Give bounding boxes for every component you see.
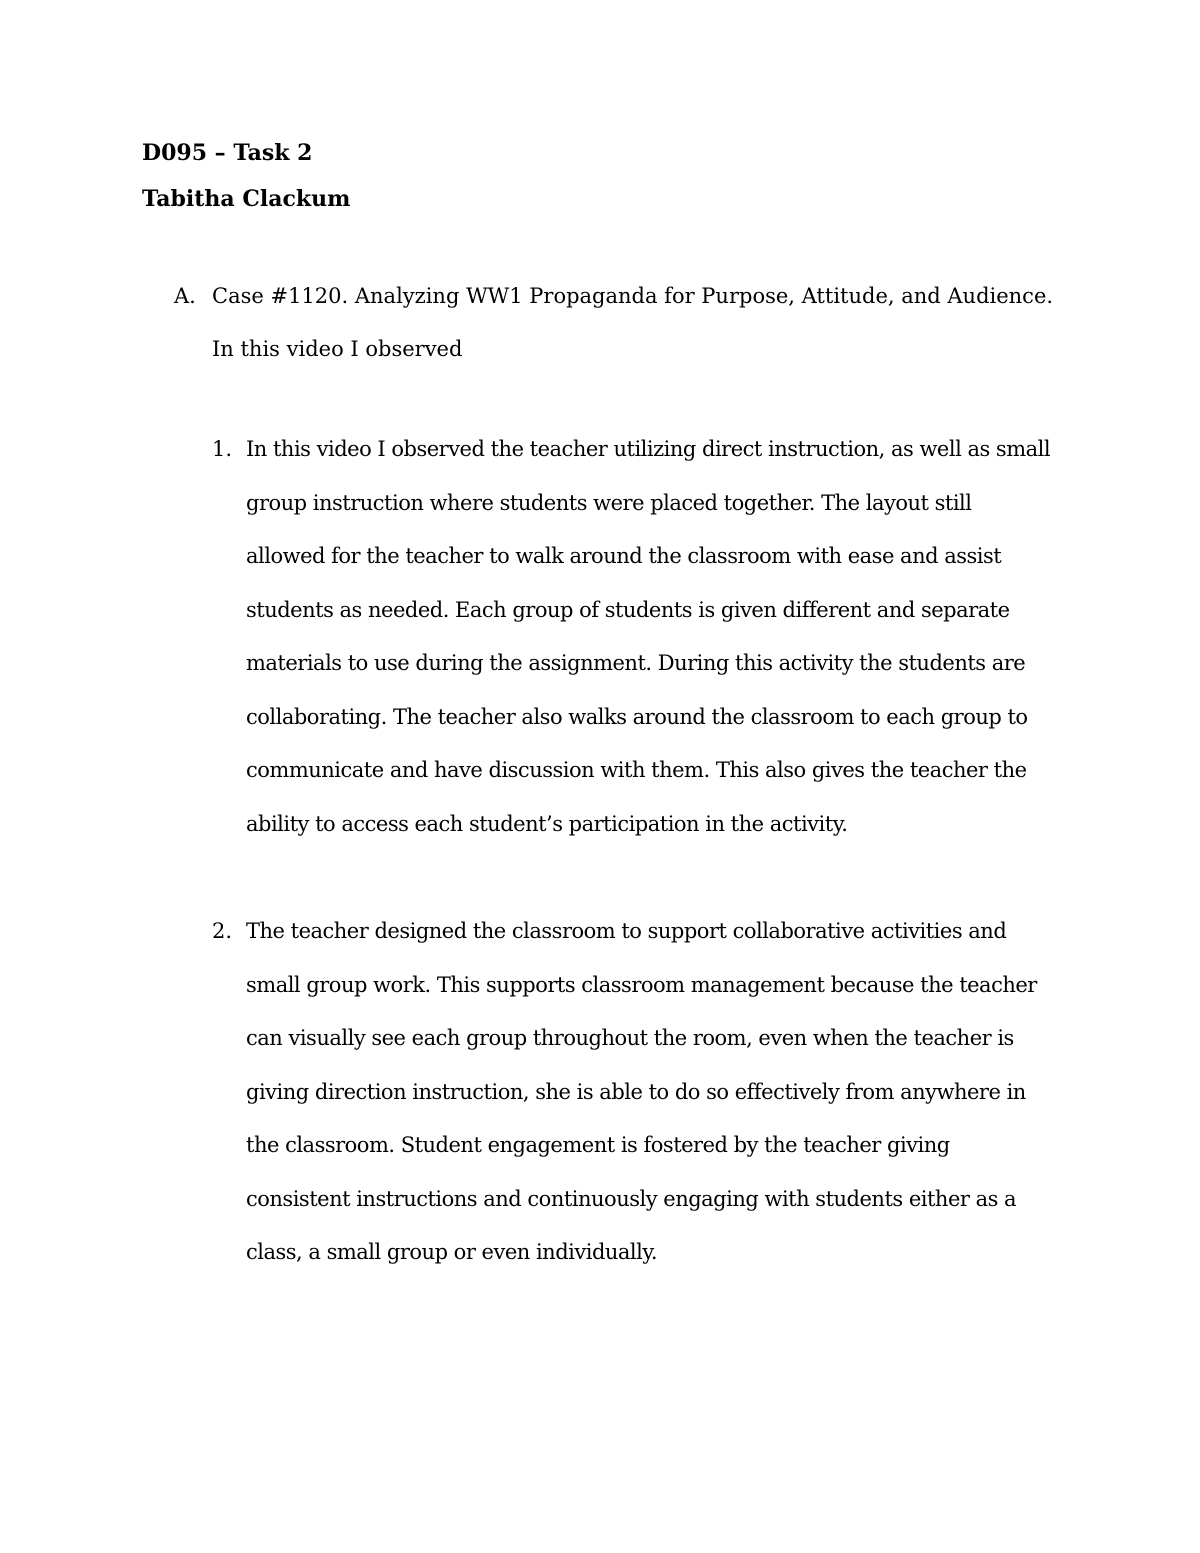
list-item-2-marker: 2. xyxy=(212,919,233,943)
list-item-1-marker: 1. xyxy=(212,437,233,461)
list-item-1-text: In this video I observed the teacher utilizing direct instruction, as well as small group instruction where students were placed together. The layout still allowed for the teacher to walk around the classroom with ease and assist students as needed. Each group of students is given different and separate materials to use during the assignment. During this activity the students are collaborating. The teacher also walks around the classroom to each group to communicate and have discussion with them. This also gives the teacher the ability to access each student’s participation in the activity. xyxy=(246,437,1051,836)
list-item-2-text: The teacher designed the classroom to support collaborative activities and small group work. This supports classroom management because the teacher can visually see each group throughout the room, even when the teacher is giving direction instruction, she is able to do so effectively from anywhere in the classroom. Student engagement is fostered by the teacher giving consistent instructions and continuously engaging with students either as a class, a small group or even individually. xyxy=(246,919,1037,1264)
section-a-text: Case #1120. Analyzing WW1 Propaganda for Purpose, Attitude, and Audience. In this video I observed xyxy=(212,284,1054,361)
section-a-marker: A. xyxy=(174,284,196,308)
document-title: D095 – Task 2 xyxy=(142,140,313,166)
document-author: Tabitha Clackum xyxy=(142,186,351,212)
